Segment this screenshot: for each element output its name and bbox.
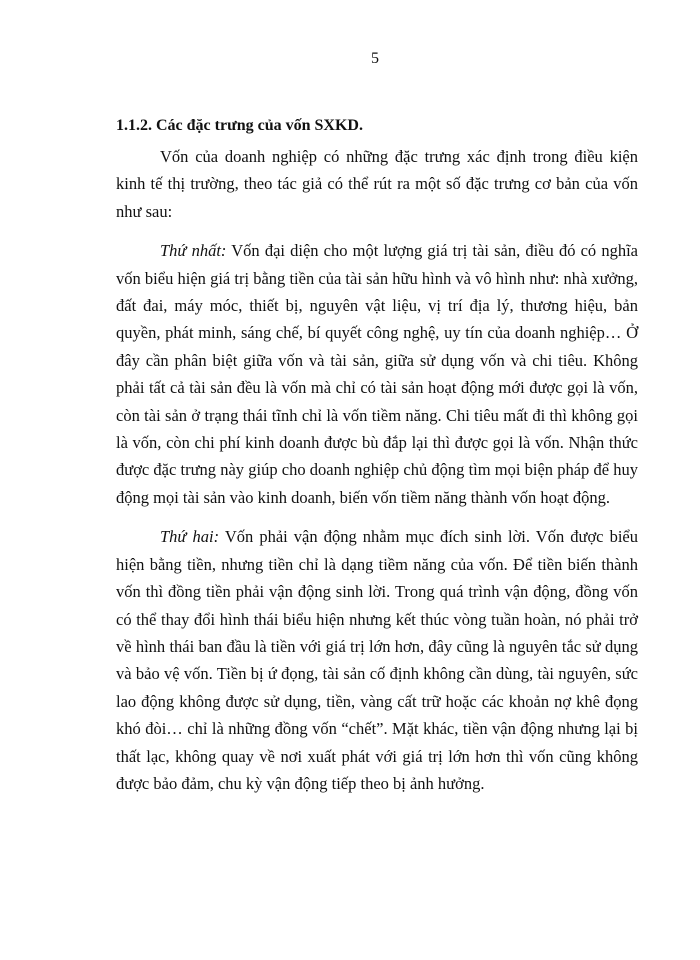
paragraph-lead: Thứ hai:: [160, 527, 220, 547]
page-number: 5: [371, 50, 379, 67]
paragraph-intro: [116, 143, 638, 225]
paragraph-text: Vốn của doanh nghiệp có những đặc trưng xác định trong điều kiện kinh tế thị trường, theo tác giả có thể rút ra một số đặc trưng cơ bản của vốn như sau:: [116, 147, 638, 221]
paragraph-lead: Thứ nhất:: [160, 241, 227, 261]
body-text: [116, 143, 638, 809]
paragraph-second-trait: [116, 523, 638, 797]
section-heading: 1.1.2. Các đặc trưng của vốn SXKD.: [116, 117, 363, 134]
paragraph-first-trait: [116, 237, 638, 511]
paragraph-text: Vốn phải vận động nhằm mục đích sinh lời. Vốn được biểu hiện bằng tiền, nhưng tiền chỉ là dạng tiềm năng của vốn. Để tiền biến thành vốn thì đồng tiền phải vận động sinh lời. Trong quá trình vận động, đồng vốn có thể thay đổi hình thái biểu hiện nhưng kết thúc vòng tuần hoàn, nó phải trở về hình thái ban đầu là tiền với giá trị lớn hơn, đây cũng là nguyên tắc sử dụng và bảo vệ vốn. Tiền bị ứ đọng, tài sản cố định không cần dùng, tài nguyên, sức lao động không được sử dụng, tiền, vàng cất trữ hoặc các khoản nợ khê đọng khó đòi… chỉ là những đồng vốn “chết”. Mặt khác, tiền vận động nhưng lại bị thất lạc, không quay về nơi xuất phát với giá trị lớn hơn thì vốn cũng không được bảo đảm, chu kỳ vận động tiếp theo bị ảnh hưởng.: [116, 527, 638, 793]
paragraph-text: Vốn đại diện cho một lượng giá trị tài sản, điều đó có nghĩa vốn biểu hiện giá trị bằng tiền của tài sản hữu hình và vô hình như: nhà xưởng, đất đai, máy móc, thiết bị, nguyên vật liệu, vị trí địa lý, thương hiệu, bản quyền, phát minh, sáng chế, bí quyết công nghệ, uy tín của doanh nghiệp… Ở đây cần phân biệt giữa vốn và tài sản, giữa sử dụng vốn và chi tiêu. Không phải tất cả tài sản đều là vốn mà chỉ có tài sản hoạt động mới được gọi là vốn, còn tài sản ở trạng thái tĩnh chỉ là vốn tiềm năng. Chi tiêu mất đi thì không gọi là vốn, còn chi phí kinh doanh được bù đắp lại thì được gọi là vốn. Nhận thức được đặc trưng này giúp cho doanh nghiệp chủ động tìm mọi biện pháp để huy động mọi tài sản vào kinh doanh, biến vốn tiềm năng thành vốn hoạt động.: [116, 241, 638, 507]
